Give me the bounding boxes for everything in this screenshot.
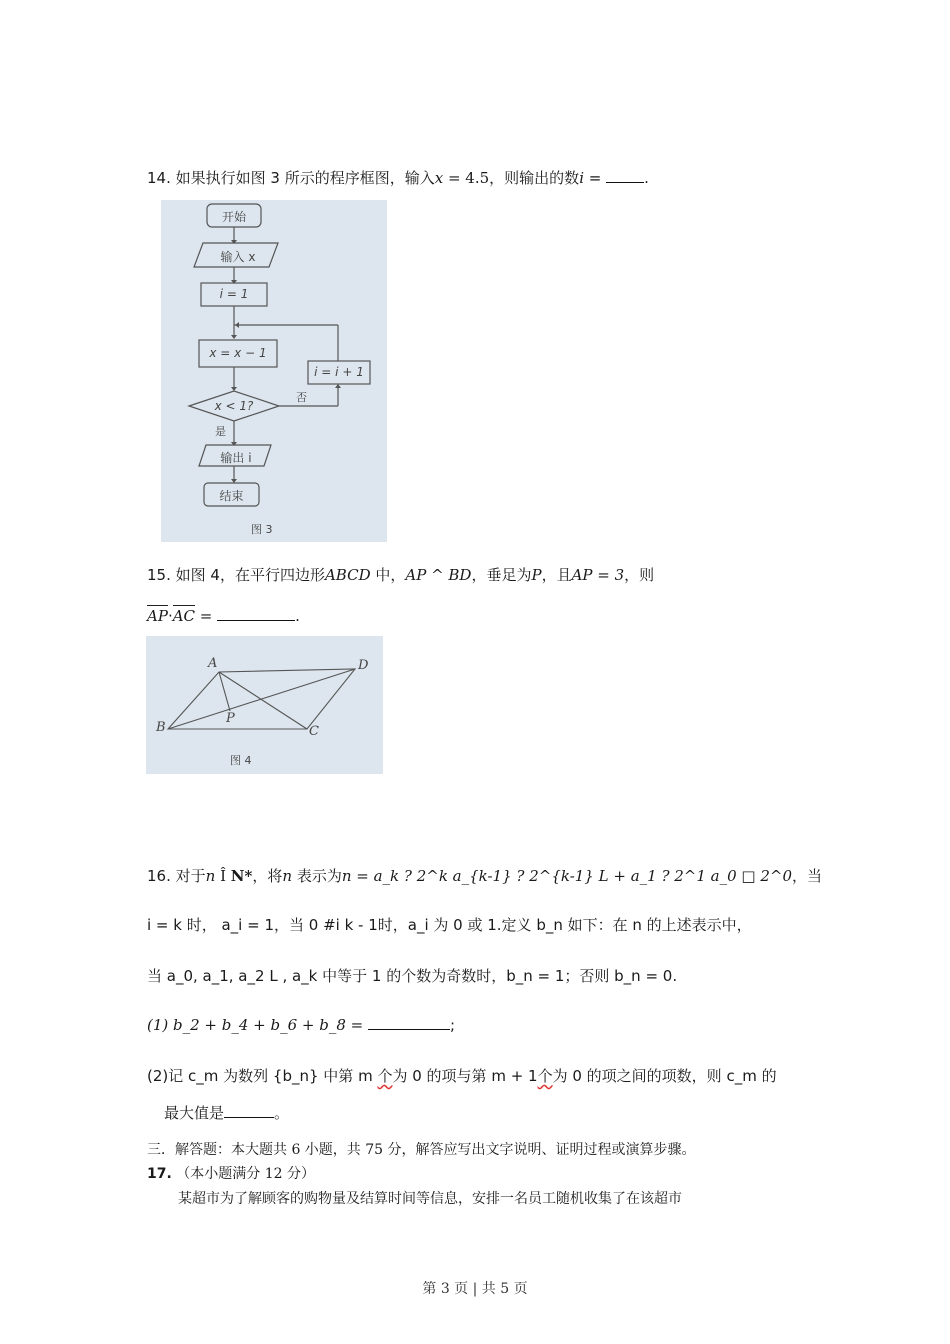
- no-label: 否: [296, 391, 307, 404]
- question-16-line3: 当 a_0, a_1, a_2 L , a_k 中等于 1 的个数为奇数时，b_n = 1；否则 b_n = 0.: [147, 967, 678, 985]
- condition-label: x < 1?: [214, 399, 254, 413]
- figure-caption: 图 4: [230, 754, 252, 767]
- answer-blank[interactable]: [224, 1103, 274, 1118]
- increment-label: i = i + 1: [314, 365, 364, 379]
- answer-blank[interactable]: [368, 1015, 450, 1030]
- point-label-p: P: [226, 711, 235, 726]
- figure-caption: 图 3: [251, 523, 273, 536]
- output-label: 输出 i: [220, 451, 252, 465]
- section-heading: 三．解答题：本大题共 6 小题，共 75 分，解答应写出文字说明、证明过程或演算步骤。: [147, 1142, 696, 1158]
- vertex-label-b: B: [156, 720, 166, 735]
- vertex-label-c: C: [309, 724, 319, 739]
- question-16-part1: (1) b_2 + b_4 + b_6 + b_8 = ;: [147, 1016, 456, 1034]
- start-label: 开始: [221, 210, 246, 224]
- flowchart-figure-3: [161, 200, 387, 542]
- question-15-line2: AP·AC = .: [147, 607, 300, 625]
- question-14: 14. 如果执行如图 3 所示的程序框图，输入x = 4.5，则输出的数i = .: [147, 169, 649, 187]
- question-17-header: 17. （本小题满分 12 分）: [147, 1166, 315, 1182]
- yes-label: 是: [215, 425, 226, 438]
- question-16-part2: (2)记 c_m 为数列 {b_n} 中第 m 个为 0 的项与第 m + 1个为 0 的项之间的项数，则 c_m 的: [147, 1067, 777, 1085]
- end-label: 结束: [219, 489, 244, 503]
- answer-blank[interactable]: [217, 606, 295, 621]
- question-16-part2-line2: 最大值是 。: [164, 1104, 290, 1122]
- vertex-label-a: A: [208, 656, 218, 671]
- input-label: 输入 x: [220, 250, 256, 264]
- question-17-text: 某超市为了解顾客的购物量及结算时间等信息，安排一名员工随机收集了在该超市: [178, 1191, 682, 1207]
- init-label: i = 1: [219, 287, 249, 301]
- page-footer: 第 3 页 | 共 5 页: [422, 1281, 528, 1297]
- question-16: 16. 对于n Î N*，将n 表示为n = a_k ? 2^k a_{k-1} ? 2^{k-1} L + a_1 ? 2^1 a_0 □ 2^0，当: [147, 867, 823, 885]
- answer-blank[interactable]: [606, 168, 644, 183]
- step-label: x = x − 1: [209, 346, 267, 360]
- vertex-label-d: D: [358, 658, 369, 673]
- question-number: 16.: [147, 867, 171, 885]
- question-number: 14.: [147, 169, 171, 187]
- question-15: 15. 如图 4，在平行四边形ABCD 中，AP ^ BD，垂足为P，且AP = 3，则: [147, 566, 655, 584]
- parallelogram-figure-4: [146, 636, 383, 774]
- question-number: 15.: [147, 566, 171, 584]
- question-16-line2: i = k 时， a_i = 1，当 0 #i k - 1时，a_i 为 0 或 1.定义 b_n 如下：在 n 的上述表示中，: [147, 916, 752, 934]
